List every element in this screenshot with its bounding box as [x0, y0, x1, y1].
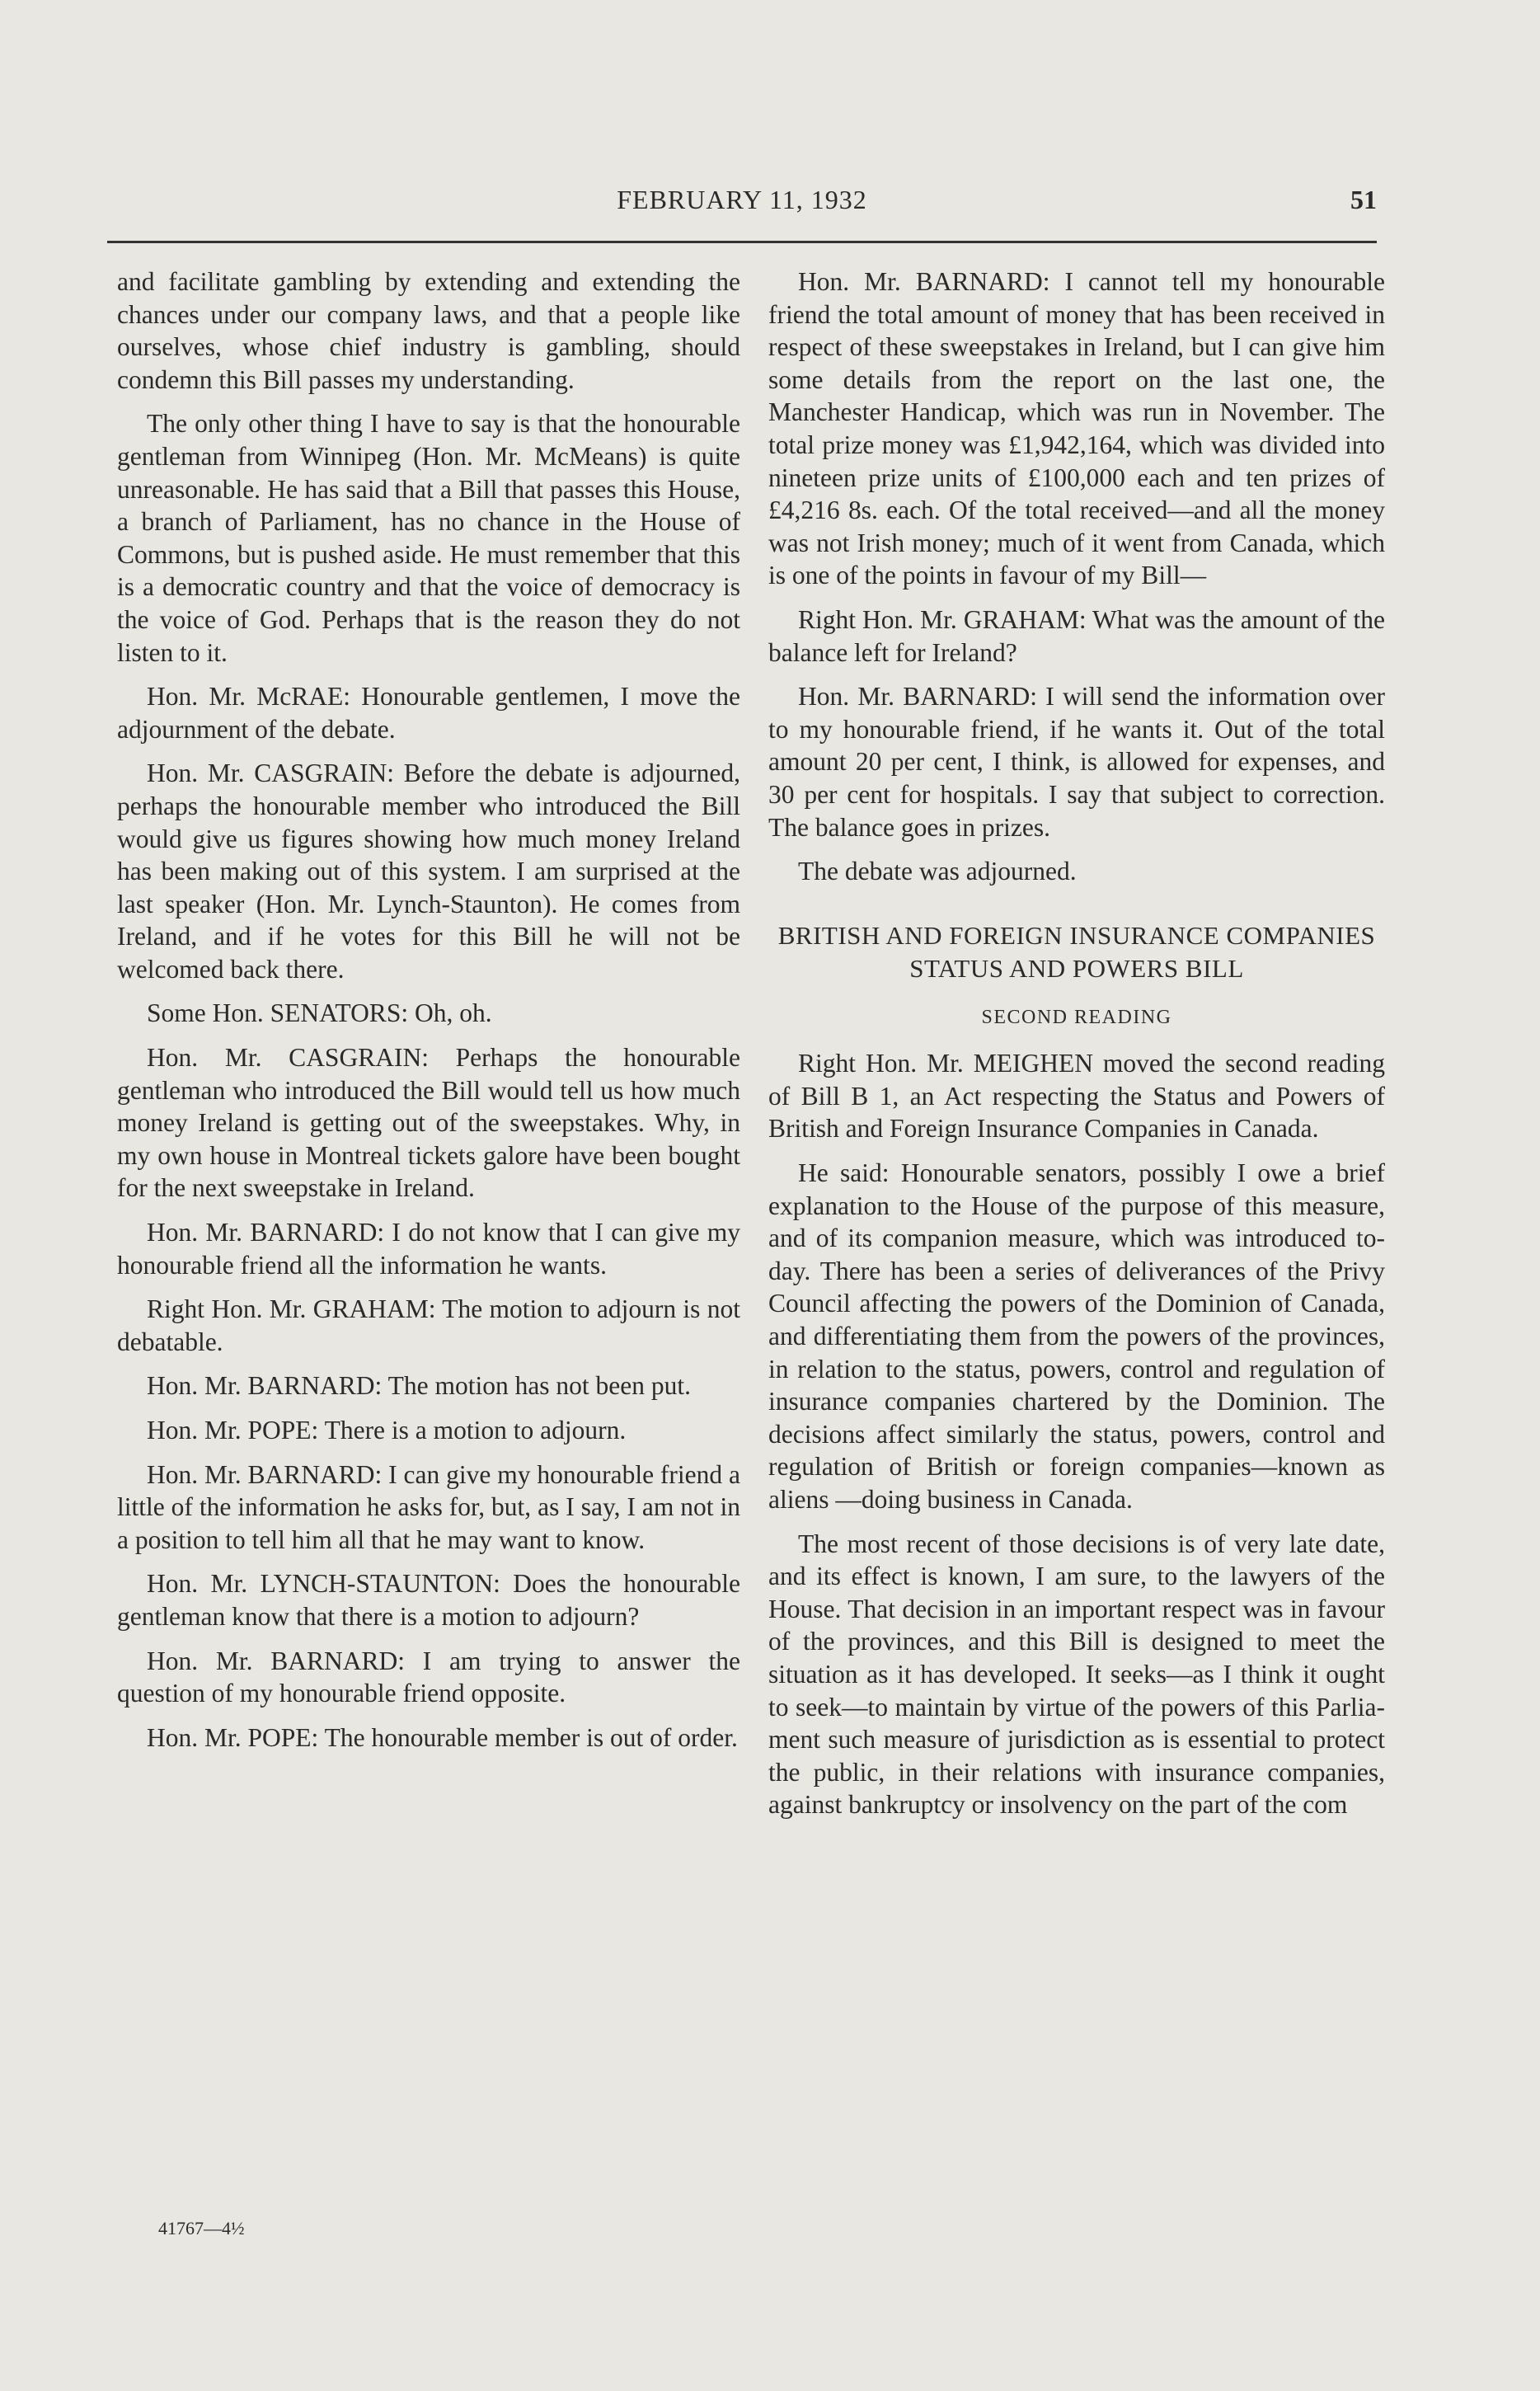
- paragraph: Some Hon. SENATORS: Oh, oh.: [147, 998, 492, 1028]
- paragraph: Hon. Mr. BARNARD: I cannot tell my honourable friend the total amount of money that has been received in respect of these sweepstakes in Ireland, but I can give him some details from the report on the last one, the Manchester Handicap, which was run in November. The total prize money was £1,942,164, which was divided into nineteen prize units of £100,000 each and ten prizes of £4,216 8s. each. Of the total received—and all the money was not Irish money; much of it went from Canada, which is one of the points in favour of my Bill—: [768, 267, 1385, 590]
- paragraph: Right Hon. Mr. GRAHAM: What was the amount of the balance left for Ireland?: [768, 604, 1385, 667]
- paragraph: Hon. Mr. CASGRAIN: Perhaps the honourable gentleman who introduced the Bill would tell us how much money Ireland is getting out of the sweepstakes. Why, in my own house in Montreal tickets galore have been bought for the next sweepstake in Ireland.: [117, 1043, 740, 1203]
- paragraph: Hon. Mr. McRAE: Honourable gentlemen, I move the adjournment of the debate.: [117, 682, 740, 744]
- header-date: FEBRUARY 11, 1932: [617, 185, 867, 214]
- paragraph: The most recent of those decisions is of very late date, and its effect is known, I am sure, to the lawyers of the House. That decision in an important respect was in favour of the provinces, and this Bill is designed to meet the situation as it has developed. It seeks—as I think it ought to seek—to maintain by virtue of the powers of this Parliament such measure of jurisdiction as is essential to protect the public, in their relations with insurance companies, against bankruptcy or insolvency on the part of the com: [768, 1529, 1385, 1820]
- paragraph: Hon. Mr. POPE: There is a motion to adjourn.: [147, 1416, 627, 1444]
- section-heading: BRITISH AND FOREIGN INSURANCE COMPANIES STATUS AND POWERS BILL: [777, 920, 1376, 983]
- page-number: 51: [1350, 185, 1377, 214]
- paragraph: The only other thing I have to say is that the honourable gentleman from Winnipeg (Hon. Mr. McMeans) is quite unreasonable. He has said that a Bill that passes this House, a branch of Parliament, has no chance in the House of Commons, but is pushed aside. He must remember that this is a democratic country and that the voice of democracy is the voice of God. Perhaps that is the reason they do not listen to it.: [117, 409, 740, 667]
- paragraph: Hon. Mr. BARNARD: I will send the information over to my honourable friend, if he wants it. Out of the total amount 20 per cent, I think, is allowed for expenses, and 30 per cent for hospitals. I say that subject to correction. The balance goes in prizes.: [768, 682, 1385, 842]
- paragraph: Right Hon. Mr. MEIGHEN moved the second reading of Bill B 1, an Act respecting the Status and Powers of British and Foreign Insurance Companies in Canada.: [768, 1049, 1385, 1144]
- section-subheading: SECOND READING: [981, 1006, 1172, 1028]
- paragraph: Hon. Mr. BARNARD: I am trying to answer the question of my honourable friend opposite.: [117, 1646, 740, 1708]
- paragraph: Hon. Mr. BARNARD: I do not know that I can give my honourable friend all the information he wants.: [117, 1218, 740, 1280]
- right-column: [768, 265, 1385, 1833]
- paragraph: He said: Honourable senators, possibly I owe a brief explanation to the House of the purpose of this measure, and of its companion measure, which was introduced to-day. There has been a series of deliverances of the Privy Council affecting the powers of the Dominion of Canada, and differentiating them from the powers of the provinces, in relation to the status, powers, control and regulation of insurance companies chartered by the Dominion. The decisions affect similarly the status, powers, control and regulation of British or foreign companies—known as aliens —doing business in Canada.: [768, 1158, 1385, 1514]
- paragraph: Right Hon. Mr. GRAHAM: The motion to adjourn is not debatable.: [117, 1294, 740, 1356]
- paragraph: Hon. Mr. CASGRAIN: Before the debate is adjourned, perhaps the honourable member who introduced the Bill would give us figures showing how much money Ireland has been making out of this system. I am surprised at the last speaker (Hon. Mr. Lynch-Staunton). He comes from Ireland, and if he votes for this Bill he will not be welcomed back there.: [117, 759, 740, 984]
- paragraph: Hon. Mr. LYNCH-STAUNTON: Does the honourable gentleman know that there is a motion to adjourn?: [117, 1569, 740, 1631]
- paragraph: Hon. Mr. BARNARD: The motion has not been put.: [147, 1371, 692, 1401]
- page-header: [107, 175, 1377, 224]
- paragraph: Hon. Mr. POPE: The honourable member is out of order.: [147, 1722, 738, 1752]
- paragraph: Hon. Mr. BARNARD: I can give my honourable friend a little of the information he asks for, but, as I say, I am not in a position to tell him all that he may want to know.: [117, 1459, 740, 1554]
- paragraph: The debate was adjourned.: [798, 857, 1077, 886]
- printer-footnote: 41767—4½: [158, 2218, 245, 2238]
- paragraph: and facilitate gambling by extending and extending the chances under our company laws, and that a people like ourselves, whose chief industry is gambling, should condemn this Bill passes my understanding.: [117, 267, 740, 394]
- left-column: [117, 265, 740, 1765]
- header-rule: [107, 241, 1377, 243]
